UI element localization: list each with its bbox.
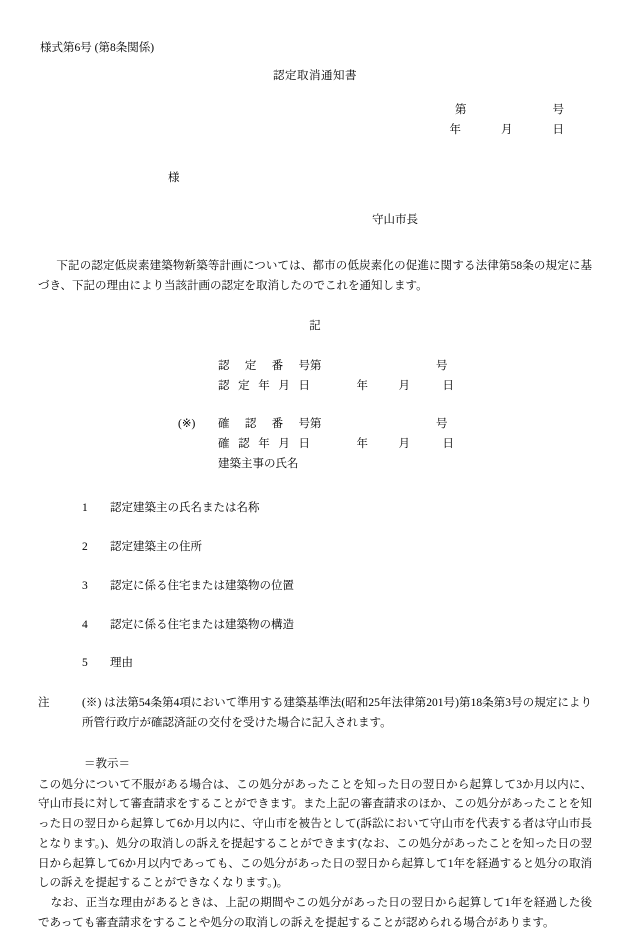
list-item-label: 認定建築主の住所 [110,541,202,553]
confirmation-number-label: 確認番号 [218,417,310,430]
instructions-heading: ＝教示＝ [84,757,130,770]
certification-month-label: 月 [398,379,410,392]
confirmation-year-label: 年 [356,437,368,450]
certification-date-row [178,376,592,396]
month-label: 月 [501,123,513,136]
body-paragraph: 下記の認定低炭素建築物新築等計画については、都市の低炭素化の促進に関する法律第58条の規定に基づき、下記の理由により当該計画の認定を取消したのでこれを通知します。 [38,259,592,292]
list-item [38,655,592,673]
confirmation-day-label: 日 [442,437,454,450]
list-item [38,578,592,596]
building-official-name-label: 建築主事の氏名 [218,458,299,471]
list-item-label: 認定に係る住宅または建築物の構造 [110,618,294,631]
list-item-index: 2 [82,541,88,553]
issuer-name: 守山市長 [372,213,418,226]
document-number-row [38,100,564,120]
document-title: 認定取消通知書 [273,69,357,82]
confirmation-number-suffix: 号 [436,417,448,430]
document-date-row [38,120,564,140]
footnote [38,694,592,734]
ki-marker: 記 [309,319,321,332]
list-item-index: 4 [82,618,88,631]
list-item-index: 1 [82,502,88,515]
asterisk-mark: (※) [178,417,196,430]
list-item-label: 理由 [110,657,133,670]
certification-year-label: 年 [356,379,368,392]
certification-number-row [178,356,592,376]
confirmation-date-row [178,434,592,454]
certification-number-suffix: 号 [436,359,448,372]
certification-date-label: 認定年月日 [218,379,310,392]
document-number-block [38,100,592,140]
confirmation-number-prefix: 第 [310,417,322,430]
number-suffix-label: 号 [552,103,564,116]
item-list [38,500,592,673]
list-item [38,539,592,557]
list-item-index: 5 [82,657,88,670]
list-item [38,617,592,635]
confirmation-month-label: 月 [398,437,410,450]
instructions-paragraph-2: なお、正当な理由があるときは、上記の期間やこの処分があった日の翌日から起算して1年を経過した後であっても審査請求をすることや処分の取消しの訴えを提起することが認められる場合があります。 [38,897,592,929]
certification-number-prefix: 第 [310,359,322,372]
list-item [38,500,592,518]
confirmation-number-row [178,414,592,434]
list-item-label: 認定建築主の氏名または名称 [110,502,260,515]
form-number: 様式第6号 (第8条関係) [40,42,155,54]
certification-fields [38,356,592,475]
year-label: 年 [449,123,461,136]
instructions-paragraph-1: この処分について不服がある場合は、この処分があったことを知った日の翌日から起算して3か月以内に、守山市長に対して審査請求をすることができます。また上記の審査請求のほか、この処分があったことを知った日の翌日から起算して6か月以内に、守山市を被告として(訴訟において守山市を代表する者は守山市長となります。)、処分の取消しの訴えを提起することができます(なお、この処分があったことを知った日の翌日から起算して6か月以内であっても、この処分があった日の翌日から起算して1年を経過すると処分の取消しの訴えを提起することができなくなります。)。 [38,778,592,890]
confirmation-date-label: 確認年月日 [218,437,310,450]
footnote-text: (※) は法第54条第4項において準用する建築基準法(昭和25年法律第201号)第18条第3号の規定により所管行政庁が確認済証の交付を受けた場合に記入されます。 [82,697,592,730]
list-item-index: 3 [82,579,88,592]
number-prefix-label: 第 [455,103,467,116]
footnote-marker: 注 [38,697,50,710]
building-official-name-row [178,454,592,474]
confirmation-field-group [178,414,592,474]
day-label: 日 [552,123,564,136]
addressee-honorific: 様 [168,171,180,184]
certification-number-label: 認定番号 [218,359,310,372]
certification-field-group [178,356,592,396]
list-item-label: 認定に係る住宅または建築物の位置 [110,579,294,592]
certification-day-label: 日 [442,379,454,392]
